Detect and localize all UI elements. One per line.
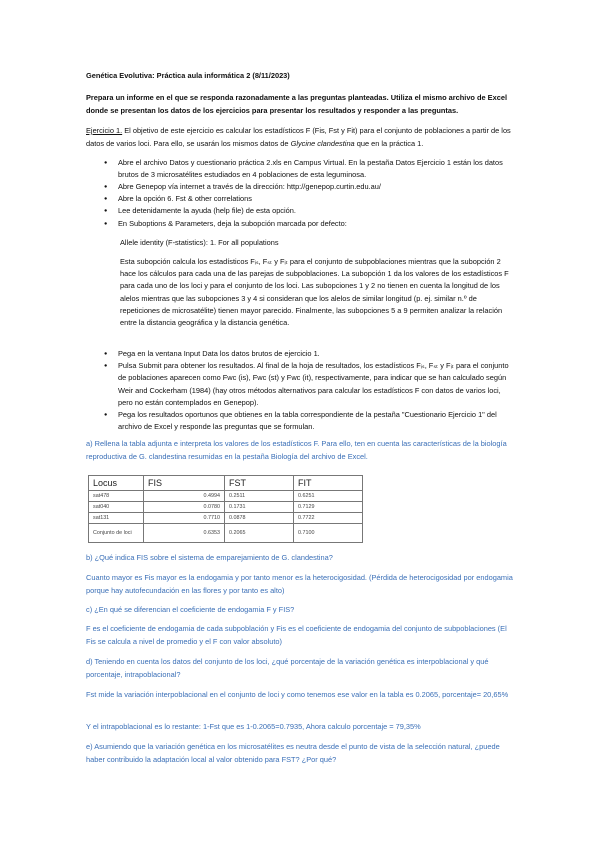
list-item: ● Pega en la ventana Input Data los datos brutos de ejercicio 1. (104, 348, 516, 360)
fst-cell[interactable]: 0.2511 (225, 491, 294, 502)
fis-cell[interactable]: 0.6353 (144, 524, 225, 543)
allele-identity-option: Allele identity (F-statistics): 1. For all populations (120, 238, 279, 247)
exercise-1-intro (86, 125, 516, 150)
fis-cell[interactable]: 0.0780 (144, 502, 225, 513)
species-name: Glycine clandestina (290, 138, 355, 148)
list-item: ● Lee detenidamente la ayuda (help file) de esta opción. (104, 205, 516, 217)
fit-cell[interactable]: 0.6251 (294, 491, 363, 502)
question-e: e) Asumiendo que la variación genética en los microsatélites es neutra desde el punto de vista de la selección natural, ¿puede haber contribuido la adaptación local al valor obtenido para FST? ¿Por qué? (86, 742, 500, 764)
answer-d-interpopulation: Fst mide la variación interpoblacional en el conjunto de loci y como tenemos ese valor en la tabla es 0.2065, porcentaje= 20,65% (86, 690, 509, 699)
instruction-list-1 (104, 157, 516, 230)
fst-cell[interactable]: 0.1731 (225, 502, 294, 513)
question-a: a) Rellena la tabla adjunta e interpreta los valores de los estadísticos F. Para ello, ten en cuenta las características de la biología reproductiva de G. clandestina resumidas en la pestaña Biología del archivo de Excel. (86, 439, 507, 461)
f-statistics-table (88, 475, 363, 543)
locus-cell: sat478 (89, 491, 144, 502)
fis-cell[interactable]: 0.7710 (144, 513, 225, 524)
answer-d-intrapopulation: Y el intrapoblacional es lo restante: 1-Fst que es 1-0.2065=0.7935, Ahora calculo porcentaje = 79,35% (86, 722, 421, 731)
fis-cell[interactable]: 0.4994 (144, 491, 225, 502)
intro-paragraph: Prepara un informe en el que se responda razonadamente a las preguntas planteadas. Utiliza el mismo archivo de Excel donde se presentan los datos de los ejercicios para presentar los resultados y responder a las preguntas. (86, 93, 507, 115)
question-b: b) ¿Qué indica FIS sobre el sistema de emparejamiento de G. clandestina? (86, 553, 333, 562)
locus-cell: sat131 (89, 513, 144, 524)
locus-cell: Conjunto de loci (89, 524, 144, 543)
header-locus: Locus (89, 476, 144, 491)
header-fst: FST (225, 476, 294, 491)
table-header-row (89, 476, 363, 491)
question-c: c) ¿En qué se diferencian el coeficiente de endogamia F y FIS? (86, 605, 295, 614)
answer-b: Cuanto mayor es Fis mayor es la endogamia y por tanto menor es la heterocigosidad. (Pérdida de heterocigosidad por endogamia porque hay autofecundación en las flores y por tanto es alto) (86, 573, 513, 595)
fit-cell[interactable]: 0.7722 (294, 513, 363, 524)
list-item: ● Pega los resultados oportunos que obtienes en la tabla correspondiente de la pestaña "Cuestionario Ejercicio 1" del archivo de Excel y responde las preguntas que se formulan. (104, 409, 516, 433)
exercise-label: Ejercicio 1. (86, 126, 123, 135)
answer-c: F es el coeficiente de endogamia de cada subpoblación y Fis es el coeficiente de endogamia del conjunto de subpoblaciones (El Fis se calcula a nivel de promedio y el F con valor absoluto) (86, 624, 507, 646)
fst-cell[interactable]: 0.0878 (225, 513, 294, 524)
exercise-text-a: El objetivo de este ejercicio es calcular los estadísticos F (Fis, Fst y Fit) para el conjunto de poblaciones a partir de los datos de varios loci. Para ello, se usarán los mismos datos de (86, 126, 511, 148)
list-item: ● Abre la opción 6. Fst & other correlations (104, 193, 516, 205)
document-title: Genética Evolutiva: Práctica aula informática 2 (8/11/2023) (86, 71, 290, 80)
exercise-text-b: que en la práctica 1. (354, 138, 424, 148)
list-item: ● Abre Genepop vía internet a través de la dirección: http://genepop.curtin.edu.au/ (104, 181, 516, 193)
fit-cell[interactable]: 0.7129 (294, 502, 363, 513)
locus-cell: sat040 (89, 502, 144, 513)
list-item: ● Pulsa Submit para obtener los resultados. Al final de la hoja de resultados, los estadísticos Fᵢₛ, Fₛₜ y Fᵢₜ para el conjunto de poblaciones aparecen como Fwc (is), Fwc (st) y Fwc (it), respectivamente, para indicar que se han calculado según Weir and Cockerham (1984) (hay otros métodos alternativos para calcular los estadísticos F con datos de varios loci, pero no están contemplados en Genepop). (104, 360, 516, 409)
header-fis: FIS (144, 476, 225, 491)
instruction-list-2 (104, 348, 516, 433)
table-row (89, 491, 363, 502)
question-d: d) Teniendo en cuenta los datos del conjunto de los loci, ¿qué porcentaje de la variación genética es interpoblacional y qué porcentaje, intrapoblacional? (86, 657, 489, 679)
table-row (89, 502, 363, 513)
fst-cell[interactable]: 0.2065 (225, 524, 294, 543)
table-row (89, 513, 363, 524)
table-row (89, 524, 363, 543)
suboption-explanation: Esta subopción calcula los estadísticos Fᵢₛ, Fₛₜ y Fᵢₜ para el conjunto de subpoblaciones mientras que la subopción 2 hace los cálculos para cada una de las parejas de subpoblaciones. La subopción 1 da los valores de los estadísticos F para cada uno de los loci y para el conjunto de los loci. Las subopciones 1 y 2 no tienen en cuenta la longitud de los alelos mientras que las subopciones 3 y 4 si consideran que los alelos de similar longitud (p. ej. similar n.º de repeticiones de microsatélite) tienen mayor parecido. Finalmente, las subopciones 5 a 9 permiten analizar la relación entre la distancia geográfica y la distancia genética. (120, 257, 509, 328)
list-item: ● Abre el archivo Datos y cuestionario práctica 2.xls en Campus Virtual. En la pestaña Datos Ejercicio 1 están los datos brutos de 3 microsatélites estudiados en 4 poblaciones de esta leguminosa. (104, 157, 516, 181)
fit-cell[interactable]: 0.7100 (294, 524, 363, 543)
header-fit: FIT (294, 476, 363, 491)
list-item: ● En Suboptions & Parameters, deja la subopción marcada por defecto: (104, 218, 516, 230)
